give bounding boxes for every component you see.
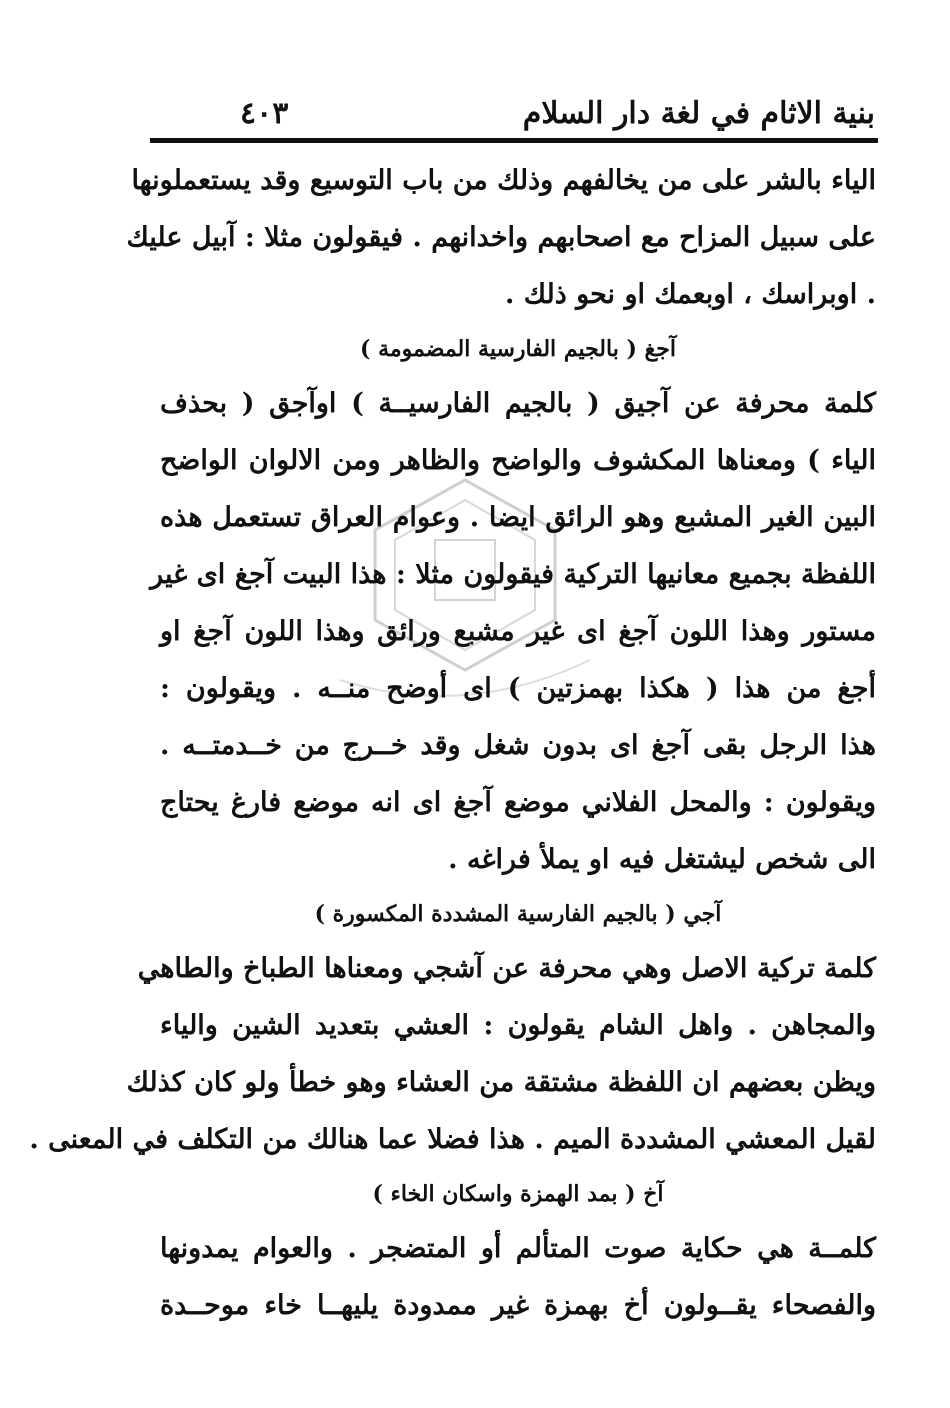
text-line: . اوبراسك ، اوبعمك او نحو ذلك .	[504, 279, 876, 310]
text-line: أجغ من هذا ( هكذا بهمزتين ) اى أوضح منــه . ويقولون :	[160, 673, 876, 704]
text-line: لقيل المعشي المشددة الميم . هذا فضلا عما هنالك من التكلف في المعنى .	[29, 1124, 876, 1155]
text-line: الياء ) ومعناها المكشوف والواضح والظاهر ومن الالوان الواضح	[160, 445, 876, 476]
header-rule	[150, 138, 878, 143]
page-body	[29, 152, 876, 1334]
text-line: البين الغير المشبع وهو الرائق ايضا . وعوام العراق تستعمل هذه	[160, 502, 876, 533]
text-line: كلمة محرفة عن آجيق ( بالجيم الفارسيــة ) اوآجق ( بحذف	[160, 388, 876, 419]
entry-heading: آجغ ( بالجيم الفارسية المضمومة )	[360, 336, 676, 362]
text-line: ويقولون : والمحل الفلاني موضع آجغ اى انه موضع فارغ يحتاج	[160, 787, 876, 818]
text-line: كلمة تركية الاصل وهي محرفة عن آشجي ومعناها الطباخ والطاهي	[137, 953, 876, 984]
running-title: بنية الاثام في لغة دار السلام	[522, 96, 875, 131]
text-line: كلمــة هي حكاية صوت المتألم أو المتضجر . والعوام يمدونها	[160, 1233, 876, 1264]
page-number: ٤٠٣	[240, 96, 289, 131]
text-line: والمجاهن . واهل الشام يقولون : العشي بتعديد الشين والياء	[160, 1010, 876, 1041]
page-header	[150, 92, 875, 136]
text-line: الياء بالشر على من يخالفهم وذلك من باب التوسيع وقد يستعملونها	[131, 165, 876, 196]
text-line: اللفظة بجميع معانيها التركية فيقولون مثلا : هذا البيت آجغ اى غير	[150, 559, 876, 590]
text-line: ويظن بعضهم ان اللفظة مشتقة من العشاء وهو خطأ ولو كان كذلك	[126, 1067, 876, 1098]
text-line: الى شخص ليشتغل فيه او يملأ فراغه .	[448, 844, 876, 875]
text-line: والفصحاء يقــولون أخ بهمزة غير ممدودة يليهــا خاء موحــدة	[160, 1290, 876, 1321]
text-line: هذا الرجل بقى آجغ اى بدون شغل وقد خــرج من خــدمتــه .	[160, 730, 876, 761]
entry-heading: آخ ( بمد الهمزة واسكان الخاء )	[372, 1181, 664, 1207]
entry-heading: آجي ( بالجيم الفارسية المشددة المكسورة )	[314, 901, 722, 927]
text-line: على سبيل المزاح مع اصحابهم واخدانهم . فيقولون مثلا : آبيل عليك	[126, 222, 876, 253]
text-line: مستور وهذا اللون آجغ اى غير مشبع ورائق وهذا اللون آجغ او	[160, 616, 876, 647]
